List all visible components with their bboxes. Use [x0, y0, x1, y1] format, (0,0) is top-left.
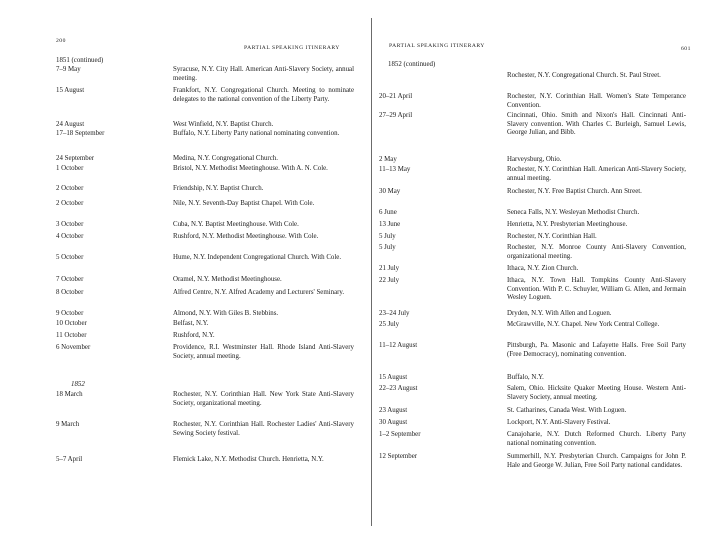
itinerary-entry [56, 456, 354, 465]
itinerary-entry [379, 265, 686, 274]
itinerary-entry [379, 93, 686, 110]
itinerary-entry [56, 185, 354, 194]
entry-text: Buffalo, N.Y. Liberty Party national nominating convention. [173, 130, 340, 137]
itinerary-entry [379, 385, 686, 402]
entry-text: Henrietta, N.Y. Presbyterian Meetinghouse. [507, 221, 628, 228]
entry-date: 2 October [56, 200, 84, 207]
itinerary-entry [379, 188, 686, 197]
entry-text: Cincinnati, Ohio. Smith and Nixon's Hall. Cincinnati Anti-Slavery convention. With Charles C. Burleigh, Samuel Lewis, George Julian, and Bibb. [507, 112, 686, 137]
entry-date: 7–9 May [56, 66, 81, 73]
entry-text: Providence, R.I. Westminster Hall. Rhode Island Anti-Slavery Society, annual meeting. [173, 344, 354, 360]
continued-label: 1851 (continued) [56, 57, 104, 64]
entry-text: Rushford, N.Y. [173, 332, 215, 339]
entry-text: Rochester, N.Y. Corinthian Hall. Women's State Temperance Convention. [507, 93, 686, 109]
itinerary-entry [379, 233, 686, 242]
entry-text: Oramel, N.Y. Methodist Meetinghouse. [173, 276, 282, 283]
entry-text: Lockport, N.Y. Anti-Slavery Festival. [507, 419, 611, 426]
entry-text: Rochester, N.Y. Corinthian Hall. Rochester Ladies' Anti-Slavery Sewing Society festival. [173, 421, 354, 437]
itinerary-entry [379, 209, 686, 218]
running-head: PARTIAL SPEAKING ITINERARY [244, 45, 340, 51]
page-number: 601 [681, 46, 691, 52]
entry-date: 8 October [56, 289, 84, 296]
entry-date: 11–13 May [379, 166, 411, 173]
entry-date: 3 October [56, 221, 84, 228]
entry-text: Rochester, N.Y. Corinthian Hall. [507, 233, 597, 240]
itinerary-entry [56, 391, 354, 408]
right-page [373, 0, 720, 540]
entry-date: 18 March [56, 391, 83, 398]
entry-date: 27–29 April [379, 112, 413, 119]
itinerary-entry [56, 276, 354, 285]
itinerary-entry [379, 374, 686, 383]
entry-text: Harveysburg, Ohio. [507, 156, 562, 163]
entry-text: Rochester, N.Y. Monroe County Anti-Slavery Convention, organizational meeting. [507, 244, 686, 260]
entry-date: 1 October [56, 165, 84, 172]
entry-date: 23 August [379, 407, 408, 414]
entry-text: Bristol, N.Y. Methodist Meetinghouse. With A. N. Cole. [173, 165, 328, 172]
entry-text: Frankfort, N.Y. Congregational Church. Meeting to nominate delegates to the national convention of the Liberty Party. [173, 87, 354, 103]
itinerary-entry [56, 165, 354, 174]
entry-date: 15 August [56, 87, 85, 94]
itinerary-entry [56, 221, 354, 230]
itinerary-entry [379, 156, 686, 165]
entry-text: Almond, N.Y. With Giles B. Stebbins. [173, 310, 279, 317]
itinerary-entry [379, 342, 686, 359]
entry-date: 4 October [56, 233, 84, 240]
entry-date: 21 July [379, 265, 400, 272]
entry-date: 17–18 September [56, 130, 105, 137]
itinerary-entry [379, 72, 686, 81]
itinerary-entry [56, 254, 354, 263]
entry-text: Rochester, N.Y. Congregational Church. St. Paul Street. [507, 72, 661, 79]
itinerary-entry [379, 419, 686, 428]
entry-date: 2 October [56, 185, 84, 192]
entry-date: 23–24 July [379, 310, 410, 317]
entry-text: Syracuse, N.Y. City Hall. American Anti-Slavery Society, annual meeting. [173, 66, 354, 82]
entry-date: 10 October [56, 320, 87, 327]
itinerary-entry [56, 421, 354, 438]
entry-text: Belfast, N.Y. [173, 320, 209, 327]
running-head: PARTIAL SPEAKING ITINERARY [389, 43, 485, 49]
entry-date: 5 July [379, 233, 396, 240]
itinerary-entry [379, 166, 686, 183]
itinerary-entry [56, 87, 354, 104]
itinerary-entry [379, 321, 686, 330]
entry-text: Salem, Ohio. Hicksite Quaker Meeting House. Western Anti-Slavery Society, annual meeting. [507, 385, 686, 401]
entry-text: Rochester, N.Y. Corinthian Hall. New York State Anti-Slavery Society, organizational meeting. [173, 391, 354, 407]
itinerary-entry [56, 121, 354, 130]
entry-date: 20–21 April [379, 93, 413, 100]
entry-text: Medina, N.Y. Congregational Church. [173, 155, 278, 162]
itinerary-entry [56, 320, 354, 329]
page-number: 200 [56, 38, 66, 44]
entry-text: Seneca Falls, N.Y. Wesleyan Methodist Church. [507, 209, 640, 216]
entry-date: 12 September [379, 453, 418, 460]
entry-date: 24 August [56, 121, 85, 128]
entry-date: 30 May [379, 188, 401, 195]
entry-text: Cuba, N.Y. Baptist Meetinghouse. With Cole. [173, 221, 299, 228]
itinerary-entry [56, 344, 354, 361]
itinerary-entry [379, 431, 686, 448]
entry-date: 30 August [379, 419, 408, 426]
entry-date: 5 July [379, 244, 396, 251]
year-heading: 1852 [71, 381, 85, 388]
entry-text: Nile, N.Y. Seventh-Day Baptist Chapel. With Cole. [173, 200, 315, 207]
entry-date: 15 August [379, 374, 408, 381]
entry-text: Rochester, N.Y. Corinthian Hall. American Anti-Slavery Society, annual meeting. [507, 166, 686, 182]
entry-date: 5–7 April [56, 456, 83, 463]
entry-text: Ithaca, N.Y. Zion Church. [507, 265, 579, 272]
entry-date: 9 March [56, 421, 80, 428]
book-gutter [371, 18, 372, 526]
entry-date: 22–23 August [379, 385, 418, 392]
entry-date: 7 October [56, 276, 84, 283]
itinerary-entry [56, 233, 354, 242]
itinerary-entry [379, 277, 686, 303]
entry-text: Summerhill, N.Y. Presbyterian Church. Campaigns for John P. Hale and George W. Julian, Free Soil Party national candidates. [507, 453, 686, 469]
itinerary-entry [379, 244, 686, 261]
entry-date: 13 June [379, 221, 401, 228]
entry-date: 22 July [379, 277, 400, 284]
entry-text: Buffalo, N.Y. [507, 374, 544, 381]
itinerary-entry [379, 453, 686, 470]
entry-date: 25 July [379, 321, 400, 328]
entry-text: McGrawville, N.Y. Chapel. New York Central College. [507, 321, 660, 328]
entry-text: Canajoharie, N.Y. Dutch Reformed Church. Liberty Party national nominating convention. [507, 431, 686, 447]
itinerary-entry [56, 130, 354, 139]
itinerary-entry [56, 200, 354, 209]
entry-date: 1–2 September [379, 431, 421, 438]
entry-date: 11–12 August [379, 342, 418, 349]
itinerary-entry [56, 155, 354, 164]
entry-date: 24 September [56, 155, 95, 162]
itinerary-entry [56, 289, 354, 298]
entry-text: Friendship, N.Y. Baptist Church. [173, 185, 264, 192]
itinerary-entry [379, 112, 686, 138]
entry-date: 6 November [56, 344, 91, 351]
entry-date: 11 October [56, 332, 87, 339]
itinerary-entry [379, 221, 686, 230]
entry-text: Ithaca, N.Y. Town Hall. Tompkins County Anti-Slavery Convention. With P. C. Schuyler, William G. Allen, and Jermain Wesley Loguen. [507, 277, 686, 302]
entry-date: 2 May [379, 156, 397, 163]
itinerary-entry [56, 66, 354, 83]
entry-date: 6 June [379, 209, 397, 216]
itinerary-entry [379, 310, 686, 319]
entry-text: Rushford, N.Y. Methodist Meetinghouse. With Cole. [173, 233, 319, 240]
entry-text: Pittsburgh, Pa. Masonic and Lafayette Halls. Free Soil Party (Free Democracy), nominating convention. [507, 342, 686, 358]
continued-label: 1852 (continued) [388, 61, 436, 68]
itinerary-entry [379, 407, 686, 416]
entry-text: West Winfield, N.Y. Baptist Church. [173, 121, 274, 128]
entry-text: Hume, N.Y. Independent Congregational Church. With Cole. [173, 254, 342, 261]
entry-text: Flemick Lake, N.Y. Methodist Church. Henrietta, N.Y. [173, 456, 324, 463]
entry-date: 5 October [56, 254, 84, 261]
entry-date: 9 October [56, 310, 84, 317]
itinerary-entry [56, 310, 354, 319]
entry-text: Rochester, N.Y. Free Baptist Church. Ann Street. [507, 188, 642, 195]
entry-text: Dryden, N.Y. With Allen and Loguen. [507, 310, 612, 317]
itinerary-entry [56, 332, 354, 341]
entry-text: Alfred Centre, N.Y. Alfred Academy and Lecturers' Seminary. [173, 289, 345, 296]
entry-text: St. Catharines, Canada West. With Loguen. [507, 407, 627, 414]
